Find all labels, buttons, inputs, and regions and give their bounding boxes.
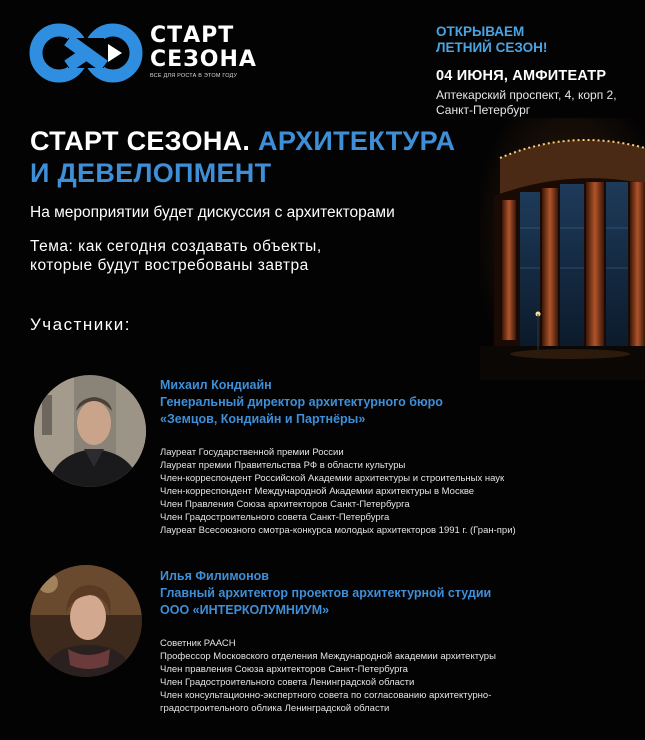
- season-line-2: ЛЕТНИЙ СЕЗОН!: [436, 40, 548, 55]
- title-part-2: АРХИТЕКТУРА: [258, 126, 456, 156]
- logo-line-2: СЕЗОНА: [150, 47, 257, 72]
- credential-item: Член Градостроительного совета Санкт-Петербурга: [160, 512, 390, 523]
- speaker-photo-1: [34, 375, 146, 487]
- event-date-venue: 04 ИЮНЯ, АМФИТЕАТР: [436, 68, 607, 84]
- credential-item: Член-корреспондент Международной Академии архитектуры в Москве: [160, 486, 475, 497]
- page-title: [30, 125, 500, 189]
- start-sezona-logo-icon: [28, 22, 144, 84]
- address-line-1: Аптекарский проспект, 4, корп 2,: [436, 88, 617, 102]
- credential-item: Член Правления Союза архитекторов Санкт-Петербурга: [160, 499, 410, 510]
- speaker-2-position: Главный архитектор проектов архитектурной студии: [160, 586, 492, 600]
- speaker-1-position: Генеральный директор архитектурного бюро: [160, 395, 443, 409]
- speaker-2-portrait: [30, 565, 142, 677]
- speaker-1-portrait: [34, 375, 146, 487]
- credential-item: градостроительного облика Ленинградской области: [160, 703, 390, 714]
- credential-item: Профессор Московского отделения Международной академии архитектуры: [160, 651, 496, 662]
- address-line-2: Санкт-Петербург: [436, 103, 531, 117]
- credential-item: Лауреат Всесоюзного смотра-конкурса молодых архитекторов 1991 г. (Гран-при): [160, 525, 516, 536]
- discussion-theme: [30, 237, 322, 275]
- credential-item: Член Градостроительного совета Ленинградской области: [160, 677, 415, 688]
- speaker-1-credentials: [160, 446, 516, 537]
- credential-item: Член консультационно-экспертного совета по согласованию архитектурно-: [160, 690, 492, 701]
- speaker-1-name: Михаил Кондиайн: [160, 378, 272, 392]
- title-part-3: И ДЕВЕЛОПМЕНТ: [30, 158, 272, 188]
- speaker-2-company: ООО «ИНТЕРКОЛУМНИУМ»: [160, 603, 330, 617]
- theme-line-2: которые будут востребованы завтра: [30, 257, 309, 274]
- amphitheatre-photo: [480, 118, 645, 380]
- speaker-1-company: «Земцов, Кондиайн и Партнёры»: [160, 412, 366, 426]
- logo-tagline: ВСЕ ДЛЯ РОСТА В ЭТОМ ГОДУ: [150, 73, 238, 79]
- logo: [28, 22, 278, 84]
- credential-item: Лауреат Государственной премии России: [160, 447, 344, 458]
- credential-item: Лауреат премии Правительства РФ в области культуры: [160, 460, 406, 471]
- credential-item: Советник РААСН: [160, 638, 236, 649]
- theme-line-1: Тема: как сегодня создавать объекты,: [30, 238, 322, 255]
- title-part-1: СТАРТ СЕЗОНА.: [30, 126, 251, 156]
- credential-item: Член правления Союза архитекторов Санкт-Петербурга: [160, 664, 408, 675]
- season-announcement: [436, 24, 547, 56]
- participants-heading: Участники:: [30, 315, 131, 334]
- speaker-photo-2: [30, 565, 142, 677]
- speaker-2-credentials: [160, 637, 496, 715]
- credential-item: Член-корреспондент Российской Академии архитектуры и строительных наук: [160, 473, 505, 484]
- season-line-1: ОТКРЫВАЕМ: [436, 24, 525, 39]
- speaker-2-name-block: [160, 568, 491, 619]
- event-address: [436, 88, 617, 118]
- speaker-1-name-block: [160, 377, 443, 428]
- subtitle: На мероприятии будет дискуссия с архитекторами: [30, 204, 395, 221]
- logo-line-1: СТАРТ: [150, 23, 235, 48]
- speaker-2-name: Илья Филимонов: [160, 569, 269, 583]
